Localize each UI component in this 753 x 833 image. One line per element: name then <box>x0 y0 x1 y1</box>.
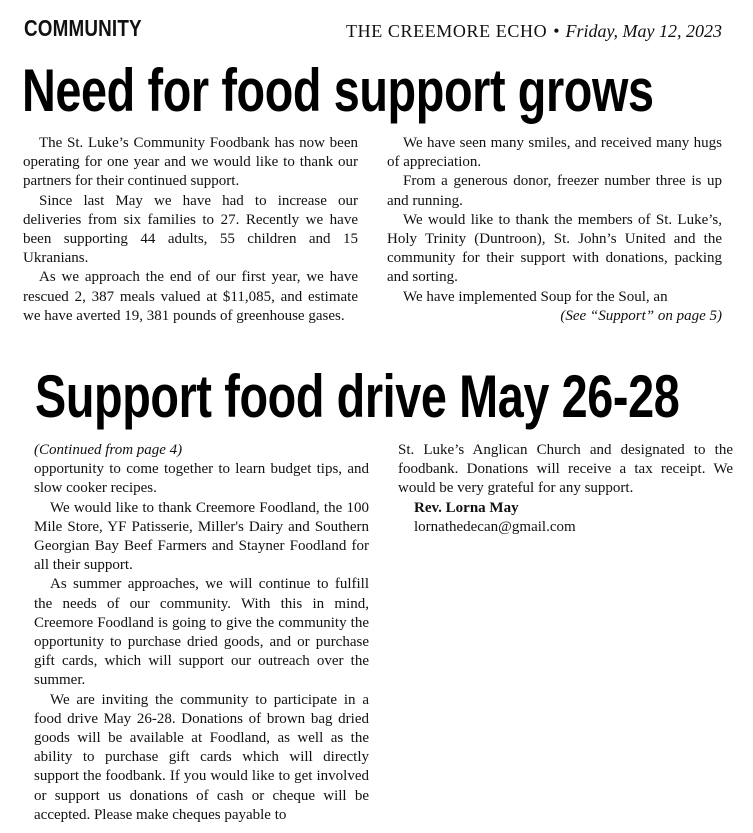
paragraph: Since last May we have had to increase our deliveries from six families to 27. Recently we have been supporting 44 adults, 55 children and 15 Ukranians. <box>23 192 358 267</box>
section-label: COMMUNITY <box>24 15 142 41</box>
paragraph: We would like to thank the members of St. Luke’s, Holy Trinity (Duntroon), St. John’s United and the community for their support with donations, packing and sorting. <box>387 211 722 286</box>
jump-line: (See “Support” on page 5) <box>560 307 722 324</box>
signature-name: Rev. Lorna May <box>414 499 519 516</box>
article1-column-2 <box>387 134 722 326</box>
paragraph: As summer approaches, we will continue to fulfill the needs of our community. With this in mind, Creemore Foodland is going to give the community the opportunity to purchase dried goods, and or purchase gift cards, which will support our outreach over the summer. <box>34 576 369 689</box>
paragraph: St. Luke’s Anglican Church and designated to the foodbank. Donations will receive a tax receipt. We would be very grateful for any support. <box>398 442 733 497</box>
paragraph: From a generous donor, freezer number three is up and running. <box>387 173 722 209</box>
masthead-separator: • <box>553 21 560 41</box>
article2-column-2 <box>398 441 733 537</box>
paragraph: We have seen many smiles, and received many hugs of appreciation. <box>387 135 722 171</box>
paragraph: We are inviting the community to participate in a food drive May 26-28. Donations of brown bag dried goods will be available at Foodland, as well as the ability to purchase gift cards which will directly support the foodbank. If you would like to get involved or support us donations of cash or cheque will be accepted. Please make cheques payable to <box>34 691 369 823</box>
masthead <box>346 21 722 42</box>
signature-email: lornathedecan@gmail.com <box>414 518 576 535</box>
article1-column-1 <box>23 134 358 326</box>
issue-date: Friday, May 12, 2023 <box>565 21 722 41</box>
paragraph: opportunity to come together to learn budget tips, and slow cooker recipes. <box>34 461 369 497</box>
article1-headline: Need for food support grows <box>22 57 654 124</box>
paragraph: We have implemented Soup for the Soul, an <box>403 288 668 305</box>
continued-line: (Continued from page 4) <box>34 442 183 458</box>
article2-headline: Support food drive May 26-28 <box>35 363 680 430</box>
publication-name: THE CREEMORE ECHO <box>346 21 548 41</box>
paragraph: We would like to thank Creemore Foodland, the 100 Mile Store, YF Patisserie, Miller's Dairy and Southern Georgian Bay Beef Farmers and Stayner Foodland for all their support. <box>34 499 369 574</box>
paragraph: As we approach the end of our first year, we have rescued 2, 387 meals valued at $11,085, and estimate we have averted 19, 381 pounds of greenhouse gases. <box>23 269 358 324</box>
article2-column-1 <box>34 441 369 825</box>
paragraph: The St. Luke’s Community Foodbank has now been operating for one year and we would like to thank our partners for their continued support. <box>23 135 358 190</box>
